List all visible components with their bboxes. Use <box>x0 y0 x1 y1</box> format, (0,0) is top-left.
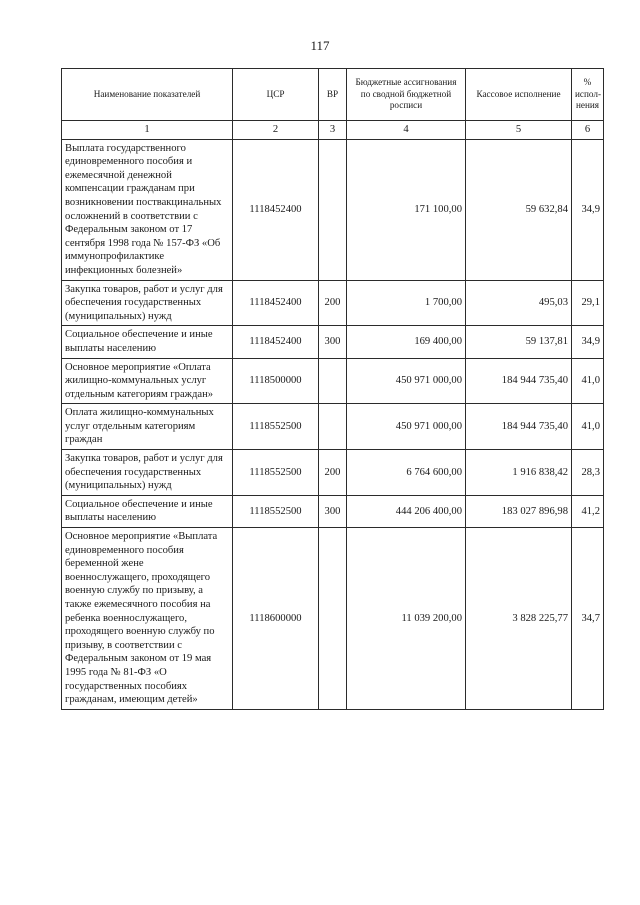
cell-pct: 28,3 <box>572 450 604 496</box>
table-row <box>62 326 604 358</box>
cell-vr: 300 <box>319 495 347 527</box>
column-number: 4 <box>347 121 466 140</box>
cell-cash: 184 944 735,40 <box>466 358 572 404</box>
cell-csr: 1118552500 <box>233 495 319 527</box>
header-name: Наименование показателей <box>62 69 233 121</box>
table-row <box>62 528 604 710</box>
cell-budget: 171 100,00 <box>347 139 466 280</box>
header-csr: ЦСР <box>233 69 319 121</box>
column-number: 5 <box>466 121 572 140</box>
cell-vr: 200 <box>319 280 347 326</box>
header-pct: % испол-нения <box>572 69 604 121</box>
cell-name: Выплата государственного единовременного пособия и ежемесячной денежной компенсации гражданам при возникновении поствакцинальных осложнений в соответствии с Федеральным законом от 17 сентября 1998 года № 157-ФЗ «Об иммунопрофилактике инфекционных болезней» <box>62 139 233 280</box>
cell-pct: 41,0 <box>572 404 604 450</box>
table-row <box>62 404 604 450</box>
cell-csr: 1118552500 <box>233 404 319 450</box>
cell-cash: 3 828 225,77 <box>466 528 572 710</box>
cell-name: Закупка товаров, работ и услуг для обеспечения государственных (муниципальных) нужд <box>62 450 233 496</box>
budget-execution-table <box>61 68 604 710</box>
cell-csr: 1118552500 <box>233 450 319 496</box>
column-number: 6 <box>572 121 604 140</box>
cell-pct: 41,2 <box>572 495 604 527</box>
cell-budget: 1 700,00 <box>347 280 466 326</box>
cell-pct: 41,0 <box>572 358 604 404</box>
header-cash: Кассовое исполнение <box>466 69 572 121</box>
column-number-row <box>62 121 604 140</box>
column-number: 3 <box>319 121 347 140</box>
cell-name: Социальное обеспечение и иные выплаты населению <box>62 326 233 358</box>
table-body <box>62 139 604 709</box>
cell-pct: 29,1 <box>572 280 604 326</box>
cell-budget: 169 400,00 <box>347 326 466 358</box>
header-vr: ВР <box>319 69 347 121</box>
column-number: 2 <box>233 121 319 140</box>
table-row <box>62 495 604 527</box>
cell-csr: 1118600000 <box>233 528 319 710</box>
cell-name: Закупка товаров, работ и услуг для обеспечения государственных (муниципальных) нужд <box>62 280 233 326</box>
cell-cash: 1 916 838,42 <box>466 450 572 496</box>
cell-name: Социальное обеспечение и иные выплаты населению <box>62 495 233 527</box>
cell-budget: 444 206 400,00 <box>347 495 466 527</box>
page-number: 117 <box>310 38 330 53</box>
cell-vr <box>319 528 347 710</box>
cell-vr <box>319 358 347 404</box>
cell-budget: 11 039 200,00 <box>347 528 466 710</box>
cell-cash: 184 944 735,40 <box>466 404 572 450</box>
header-row <box>62 69 604 121</box>
cell-csr: 1118500000 <box>233 358 319 404</box>
cell-name: Основное мероприятие «Оплата жилищно-коммунальных услуг отдельным категориям граждан» <box>62 358 233 404</box>
cell-pct: 34,9 <box>572 139 604 280</box>
cell-name: Основное мероприятие «Выплата единовременного пособия беременной жене военнослужащего, проходящего военную службу по призыву, а также ежемесячного пособия на ребенка военнослужащего, проходящего военную службу по призыву, в соответствии с Федеральным законом от 19 мая 1995 года № 81-ФЗ «О государственных пособиях гражданам, имеющим детей» <box>62 528 233 710</box>
cell-pct: 34,9 <box>572 326 604 358</box>
cell-cash: 59 137,81 <box>466 326 572 358</box>
table-row <box>62 358 604 404</box>
header-budget: Бюджетные ассигнования по сводной бюджетной росписи <box>347 69 466 121</box>
cell-cash: 59 632,84 <box>466 139 572 280</box>
cell-cash: 183 027 896,98 <box>466 495 572 527</box>
cell-vr <box>319 404 347 450</box>
cell-vr <box>319 139 347 280</box>
cell-csr: 1118452400 <box>233 326 319 358</box>
table-row <box>62 280 604 326</box>
column-number: 1 <box>62 121 233 140</box>
cell-csr: 1118452400 <box>233 139 319 280</box>
table-row <box>62 139 604 280</box>
cell-budget: 450 971 000,00 <box>347 358 466 404</box>
cell-budget: 6 764 600,00 <box>347 450 466 496</box>
cell-vr: 300 <box>319 326 347 358</box>
cell-vr: 200 <box>319 450 347 496</box>
table-row <box>62 450 604 496</box>
cell-csr: 1118452400 <box>233 280 319 326</box>
cell-cash: 495,03 <box>466 280 572 326</box>
cell-pct: 34,7 <box>572 528 604 710</box>
cell-budget: 450 971 000,00 <box>347 404 466 450</box>
cell-name: Оплата жилищно-коммунальных услуг отдельным категориям граждан <box>62 404 233 450</box>
